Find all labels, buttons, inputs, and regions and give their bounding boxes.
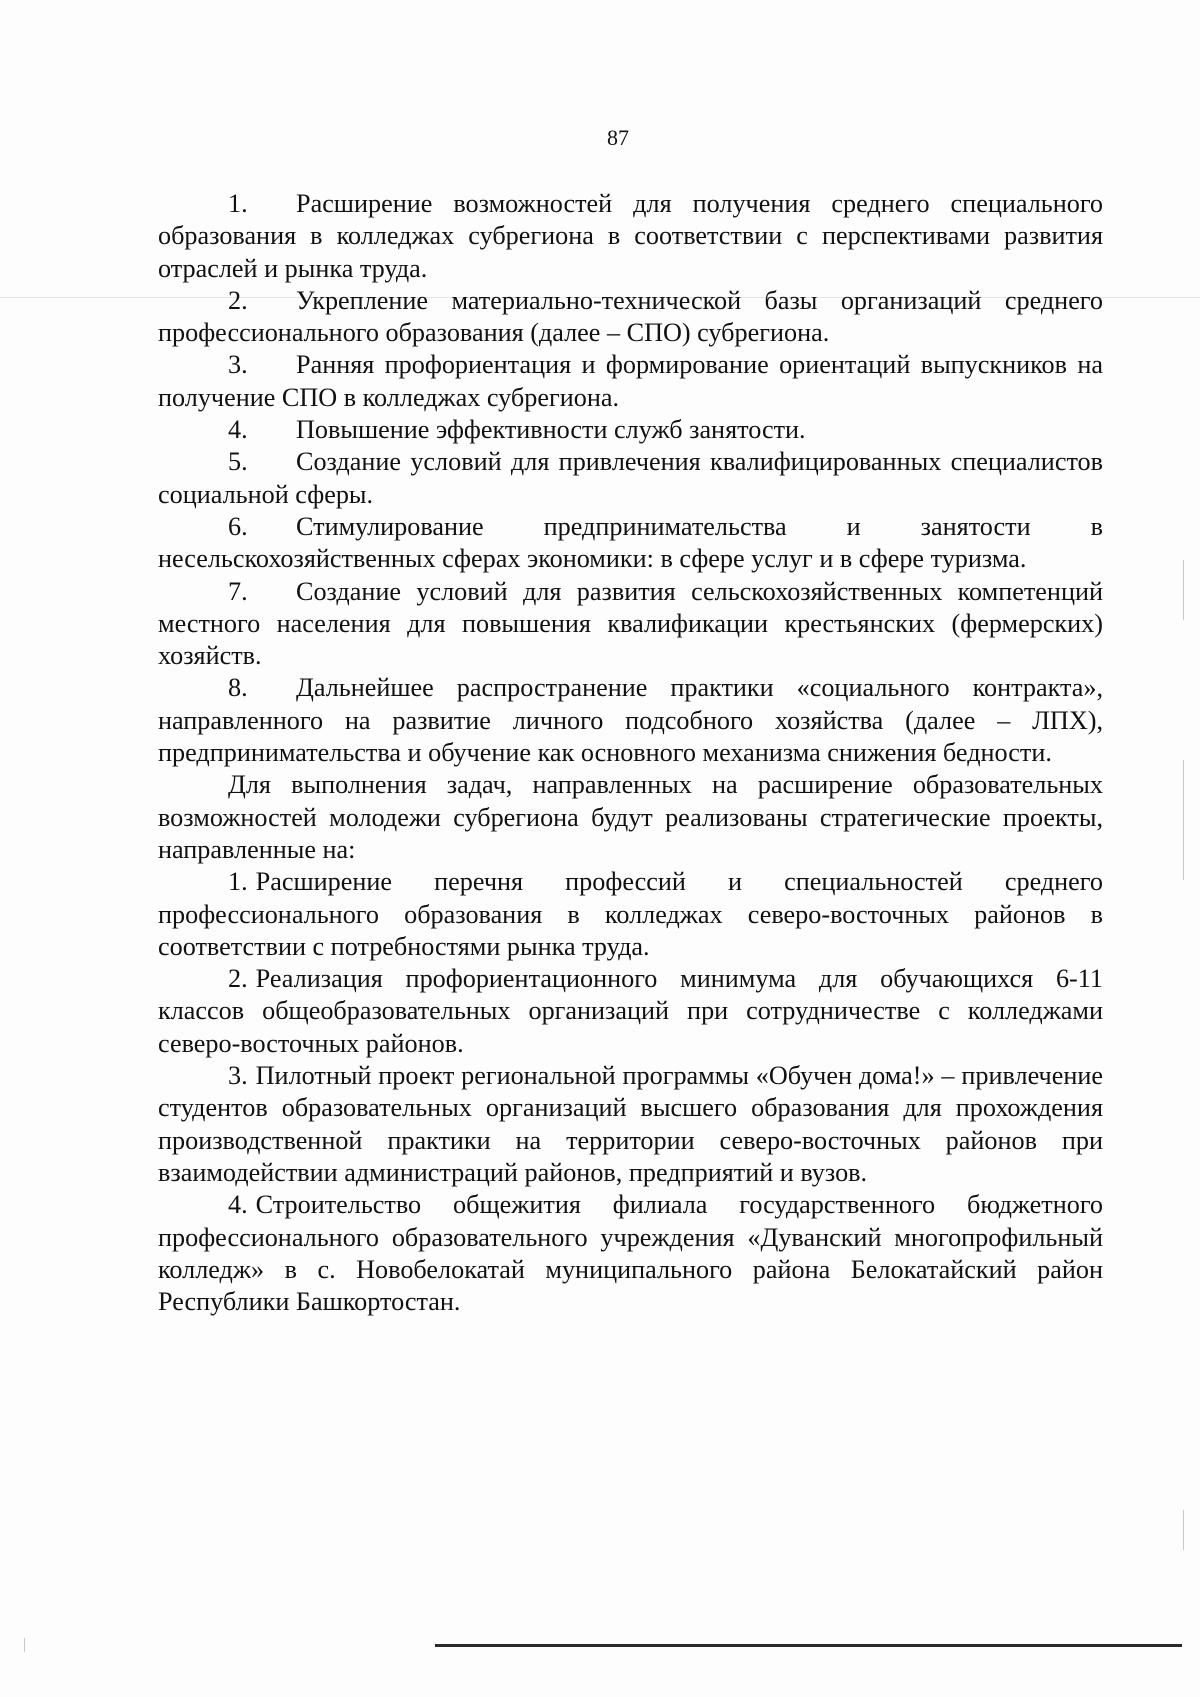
- project-item: [158, 1189, 1103, 1318]
- list-item: [158, 576, 1103, 673]
- list-item: [158, 446, 1103, 511]
- scan-edge-mark: [1183, 560, 1184, 620]
- list-item: [158, 285, 1103, 350]
- project-item-number: 2.: [228, 964, 248, 994]
- list-item-number: 2.: [228, 285, 248, 315]
- list-item: [158, 414, 1103, 446]
- list-item-number: 6.: [228, 511, 248, 541]
- list-item-text: Повышение эффективности служб занятости.: [296, 415, 806, 445]
- list-item-text: Дальнейшее распространение практики «социального контракта», направленного на развитие личного подсобного хозяйства (далее – ЛПХ), предпринимательства и обучение как основного механизма снижения бедности.: [158, 673, 1103, 768]
- list-item: [158, 349, 1103, 414]
- scan-edge-mark: [24, 1638, 25, 1652]
- list-item-number: 5.: [228, 447, 248, 477]
- document-body: [158, 188, 1103, 1318]
- project-item-text: Строительство общежития филиала государственного бюджетного профессионального образовательного учреждения «Дуванский многопрофильный колледж» в с. Новобелокатай муниципального района Белокатайский район Республики Башкортостан.: [158, 1190, 1103, 1317]
- list-item-text: Стимулирование предпринимательства и занятости в несельскохозяйственных сферах экономики: в сфере услуг и в сфере туризма.: [158, 511, 1103, 574]
- scan-edge-mark: [1183, 1510, 1184, 1550]
- page-number: 87: [607, 125, 629, 150]
- footer-rule: [435, 1644, 1182, 1647]
- list-item-number: 8.: [228, 673, 248, 703]
- list-item-text: Расширение возможностей для получения среднего специального образования в колледжах субрегиона в соответствии с перспективами развития отраслей и рынка труда.: [158, 189, 1103, 283]
- scan-edge-mark: [1183, 760, 1184, 880]
- list-item-number: 7.: [228, 576, 248, 606]
- project-item: [158, 866, 1103, 963]
- project-item-text: Реализация профориентационного минимума для обучающихся 6-11 классов общеобразовательных организаций при сотрудничестве с колледжами северо-восточных районов.: [158, 964, 1103, 1058]
- project-item-text: Пилотный проект региональной программы «Обучен дома!» – привлечение студентов образовательных организаций высшего образования для прохождения производственной практики на территории северо-восточных районов при взаимодействии администраций районов, предприятий и вузов.: [158, 1061, 1103, 1187]
- list-item: [158, 188, 1103, 285]
- project-item: [158, 963, 1103, 1060]
- list-item-text: Ранняя профориентация и формирование ориентаций выпускников на получение СПО в колледжах субрегиона.: [158, 350, 1103, 412]
- project-item: [158, 1060, 1103, 1189]
- project-item-number: 1.: [228, 867, 248, 897]
- list-item-text: Создание условий для развития сельскохозяйственных компетенций местного населения для повышения квалификации крестьянских (фермерских) хозяйств.: [158, 576, 1103, 671]
- project-item-text: Расширение перечня профессий и специальностей среднего профессионального образования в колледжах северо-восточных районов в соответствии с потребностями рынка труда.: [158, 867, 1103, 961]
- list-item: [158, 672, 1103, 769]
- list-item-number: 1.: [228, 189, 248, 218]
- intro-paragraph: Для выполнения задач, направленных на расширение образовательных возможностей молодежи субрегиона будут реализованы стратегические проекты, направленные на:: [158, 770, 1103, 864]
- list-item-number: 4.: [228, 415, 248, 445]
- list-item-text: Создание условий для привлечения квалифицированных специалистов социальной сферы.: [158, 447, 1103, 509]
- project-item-number: 3.: [228, 1061, 248, 1091]
- list-item-text: Укрепление материально-технической базы организаций среднего профессионального образования (далее – СПО) субрегиона.: [158, 285, 1103, 348]
- list-item: [158, 511, 1103, 576]
- list-item-number: 3.: [228, 350, 248, 380]
- project-item-number: 4.: [228, 1190, 248, 1220]
